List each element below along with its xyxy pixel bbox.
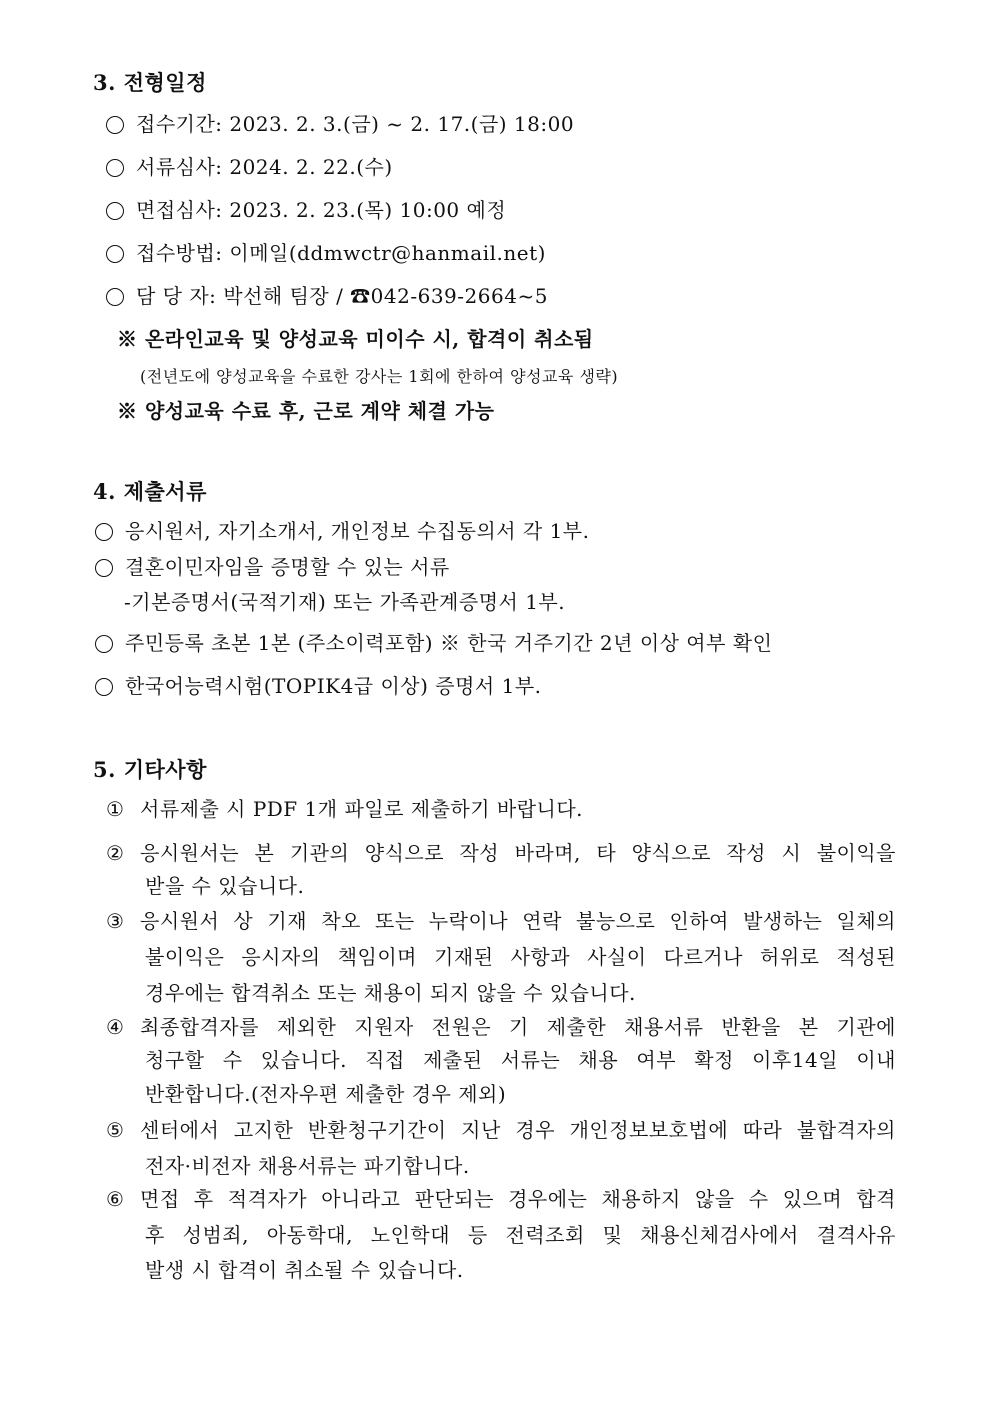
circle-bullet-icon [106, 245, 124, 263]
misc-item-5-line-1: 센터에서 고지한 반환청구기간이 지난 경우 개인정보보호법에 따라 불합격자의 [140, 1118, 896, 1142]
note-training-exemption: (전년도에 양성교육을 수료한 강사는 1회에 한하여 양성교육 생략) [140, 367, 619, 386]
schedule-item-interview: 면접심사: 2023. 2. 23.(목) 10:00 예정 [106, 197, 506, 223]
circle-bullet-icon [106, 288, 124, 306]
misc-item-4-line-1: 최종합격자를 제외한 지원자 전원은 기 제출한 채용서류 반환을 본 기관에 [140, 1015, 896, 1039]
section-4-title: 4. 제출서류 [93, 479, 207, 504]
misc-item-6-line-2: 후 성범죄, 아동학대, 노인학대 등 전력조회 및 채용신체검사에서 결격사유 [145, 1223, 896, 1247]
schedule-item-receipt: 접수기간: 2023. 2. 3.(금) ~ 2. 17.(금) 18:00 [106, 111, 574, 137]
circle-bullet-icon [95, 678, 113, 696]
misc-item-6-line-1: 면접 후 적격자가 아니라고 판단되는 경우에는 채용하지 않을 수 있으며 합격 [140, 1187, 896, 1211]
circle-bullet-icon [95, 635, 113, 653]
item-marker: ⑥ [106, 1187, 124, 1211]
schedule-item-method: 접수방법: 이메일(ddmwctr@hanmail.net) [106, 240, 546, 266]
document-item-application: 응시원서, 자기소개서, 개인정보 수집동의서 각 1부. [95, 518, 589, 544]
circle-bullet-icon [95, 559, 113, 577]
document-item-marriage-proof: 결혼이민자임을 증명할 수 있는 서류 [95, 554, 450, 580]
section-5-title: 5. 기타사항 [93, 757, 207, 782]
item-marker: ③ [106, 909, 124, 933]
schedule-item-document-review: 서류심사: 2024. 2. 22.(수) [106, 154, 393, 180]
document-item-resident-registration: 주민등록 초본 1본 (주소이력포함) ※ 한국 거주기간 2년 이상 여부 확인 [95, 630, 772, 656]
misc-item-3-line-1: 응시원서 상 기재 착오 또는 누락이나 연락 불능으로 인하여 발생하는 일체의 [140, 909, 896, 933]
circle-bullet-icon [95, 523, 113, 541]
misc-item-5-line-2: 전자·비전자 채용서류는 파기합니다. [145, 1154, 470, 1178]
misc-item-6-line-3: 발생 시 합격이 취소될 수 있습니다. [145, 1258, 464, 1282]
section-3-title: 3. 전형일정 [93, 70, 207, 95]
item-marker: ⑤ [106, 1118, 124, 1142]
misc-item-2-line-2: 받을 수 있습니다. [145, 874, 305, 898]
document-item-marriage-proof-detail: -기본증명서(국적기재) 또는 가족관계증명서 1부. [124, 590, 566, 614]
misc-item-3-line-3: 경우에는 합격취소 또는 채용이 되지 않을 수 있습니다. [145, 981, 636, 1005]
circle-bullet-icon [106, 202, 124, 220]
note-training-requirement: ※ 온라인교육 및 양성교육 미이수 시, 합격이 취소됨 [117, 327, 594, 351]
misc-item-3-line-2: 불이익은 응시자의 책임이며 기재된 사항과 사실이 다르거나 허위로 적성된 [145, 945, 896, 969]
circle-bullet-icon [106, 116, 124, 134]
item-marker: ② [106, 841, 124, 865]
note-contract: ※ 양성교육 수료 후, 근로 계약 체결 가능 [117, 399, 495, 423]
misc-item-4-line-3: 반환합니다.(전자우편 제출한 경우 제외) [145, 1082, 507, 1106]
schedule-item-contact: 담 당 자: 박선해 팀장 / ☎042-639-2664~5 [106, 283, 548, 309]
misc-item-4-line-2: 청구할 수 있습니다. 직접 제출된 서류는 채용 여부 확정 이후14일 이내 [145, 1048, 896, 1072]
misc-item-2-line-1: 응시원서는 본 기관의 양식으로 작성 바라며, 타 양식으로 작성 시 불이익을 [140, 841, 896, 865]
misc-item-1-line-1: 서류제출 시 PDF 1개 파일로 제출하기 바랍니다. [140, 797, 584, 821]
document-item-topik: 한국어능력시험(TOPIK4급 이상) 증명서 1부. [95, 673, 542, 699]
item-marker: ① [106, 797, 124, 821]
item-marker: ④ [106, 1015, 124, 1039]
circle-bullet-icon [106, 159, 124, 177]
